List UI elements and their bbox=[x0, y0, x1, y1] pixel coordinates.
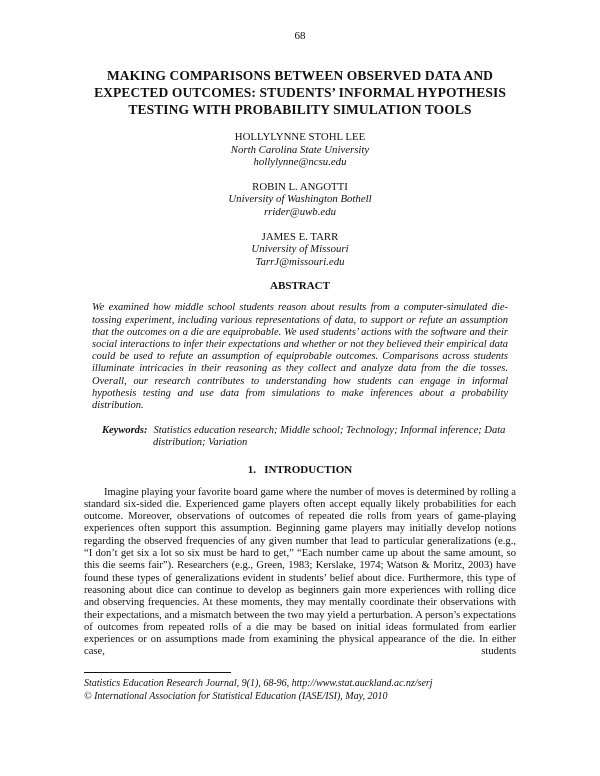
authors-block bbox=[84, 131, 516, 268]
author-email: TarrJ@missouri.edu bbox=[255, 255, 345, 268]
keywords-block bbox=[102, 425, 516, 449]
abstract-heading: ABSTRACT bbox=[270, 280, 330, 293]
author-block-1 bbox=[84, 131, 516, 169]
page-footer bbox=[84, 672, 516, 703]
title-line-3: TESTING WITH PROBABILITY SIMULATION TOOLS bbox=[128, 102, 472, 117]
author-name: HOLLYLYNNE STOHL LEE bbox=[234, 131, 366, 143]
section-heading-introduction: 1. INTRODUCTION bbox=[247, 463, 353, 476]
paper-title bbox=[84, 67, 516, 118]
author-email: rrider@uwb.edu bbox=[263, 205, 336, 218]
title-line-1: MAKING COMPARISONS BETWEEN OBSERVED DATA AND bbox=[106, 68, 494, 83]
author-block-3 bbox=[84, 231, 516, 269]
author-name: JAMES E. TARR bbox=[261, 230, 339, 243]
keywords-text: Statistics education research; Middle school; Technology; Informal inference; Data distribution; Variation bbox=[153, 425, 506, 449]
keywords-label: Keywords: bbox=[102, 425, 148, 437]
author-affiliation: North Carolina State University bbox=[230, 143, 370, 156]
title-line-2: EXPECTED OUTCOMES: STUDENTS’ INFORMAL HYPOTHESIS bbox=[94, 85, 506, 100]
introduction-paragraph: Imagine playing your favorite board game where the number of moves is determined by rolling a standard six-sided die. Experienced game players often accept equally likely probabilities for each outcome. Moreover, observations of outcomes of repeated die rolls from years of game-playing experiences often support this assumption. Beginning game players may initially develop notions regarding the observed frequencies of any given number that lead to particular generalizations (e.g., “I don’t get six a lot so six must be hard to get,” “Each number came up about the same amount, so this die seems fair”). Researchers (e.g., Green, 1983; Kerslake, 1974; Watson & Moritz, 2003) have found these types of generalizations evident in students’ belief about dice. Furthermore, this type of reasoning about dice can continue to develop as beginners gain more experiences with rolling dice and observing frequencies. At these moments, they may mentally coordinate their observations with their expectations, and a mismatch between the two may yield a perturbation. A person’s expectations of outcomes from repeated rolls of a die may be based on initial ideas formulated from earlier experiences or on assumptions made from examining the physical appearance of the die. In either case, students bbox=[84, 486, 516, 658]
abstract-text: We examined how middle school students reason about results from a computer-simulated die-tossing experiment, including various representations of data, to support or refute an assumption that the outcomes on a die are equiprobable. We used students’ actions with the software and their social interactions to infer their expectations and whether or not they believed their empirical data could be used to refute an assumption of equiprobable outcomes. Comparisons across students illuminate intricacies in their reasoning as they collect and analyze data from the die tosses. Overall, our research contributes to understanding how students can engage in informal hypothesis testing and use data from simulations to make inferences about a probability distribution. bbox=[92, 302, 508, 411]
author-affiliation: University of Washington Bothell bbox=[228, 193, 372, 206]
author-affiliation: University of Missouri bbox=[251, 243, 349, 256]
author-name: ROBIN L. ANGOTTI bbox=[252, 180, 348, 193]
author-email: hollylynne@ncsu.edu bbox=[253, 156, 347, 169]
author-block-2 bbox=[84, 181, 516, 219]
copyright-line: © International Association for Statistical Education (IASE/ISI), May, 2010 bbox=[84, 691, 388, 702]
journal-citation: Statistics Education Research Journal, 9(1), 68-96, http://www.stat.auckland.ac.nz/serj bbox=[84, 678, 433, 689]
page-number: 68 bbox=[294, 30, 306, 42]
footnote-rule bbox=[84, 672, 231, 673]
